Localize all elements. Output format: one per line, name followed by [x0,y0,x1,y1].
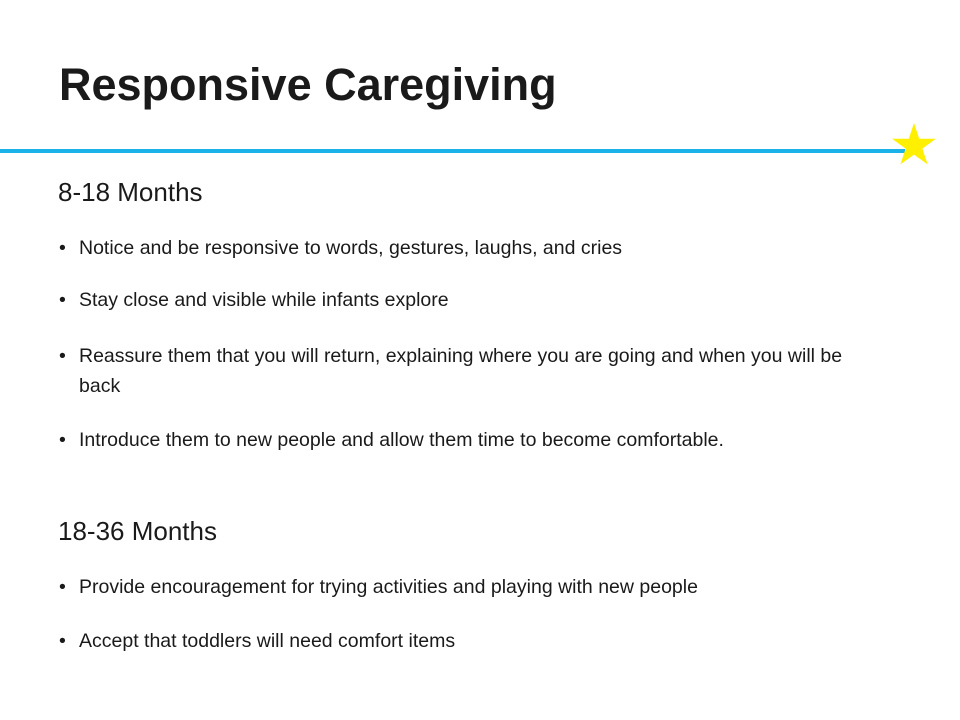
list-item-text: Reassure them that you will return, explaining where you are going and when you will be back [79,345,843,397]
list-item-text: Stay close and visible while infants explore [79,289,449,311]
bullet-icon: • [59,345,66,367]
section-heading-8-18-months: 8-18 Months [58,177,203,207]
bullet-icon: • [59,237,66,259]
bullet-icon: • [59,429,66,451]
list-item [59,285,939,315]
list-item-text: Accept that toddlers will need comfort items [79,630,456,652]
bullet-icon: • [59,630,66,652]
list-item-text: Provide encouragement for trying activities and playing with new people [79,576,698,598]
section-heading-18-36-months: 18-36 Months [58,516,217,546]
list-item [59,341,849,401]
list-item-text: Notice and be responsive to words, gestures, laughs, and cries [79,237,623,259]
list-item-text: Introduce them to new people and allow them time to become comfortable. [79,429,724,451]
title-divider [0,149,905,153]
slide-title: Responsive Caregiving [59,59,557,110]
bullet-icon: • [59,576,66,598]
bullet-icon: • [59,289,66,311]
list-item [59,626,939,656]
star-icon [890,121,938,169]
list-item [59,572,944,602]
list-item [59,425,829,455]
list-item [59,233,939,263]
